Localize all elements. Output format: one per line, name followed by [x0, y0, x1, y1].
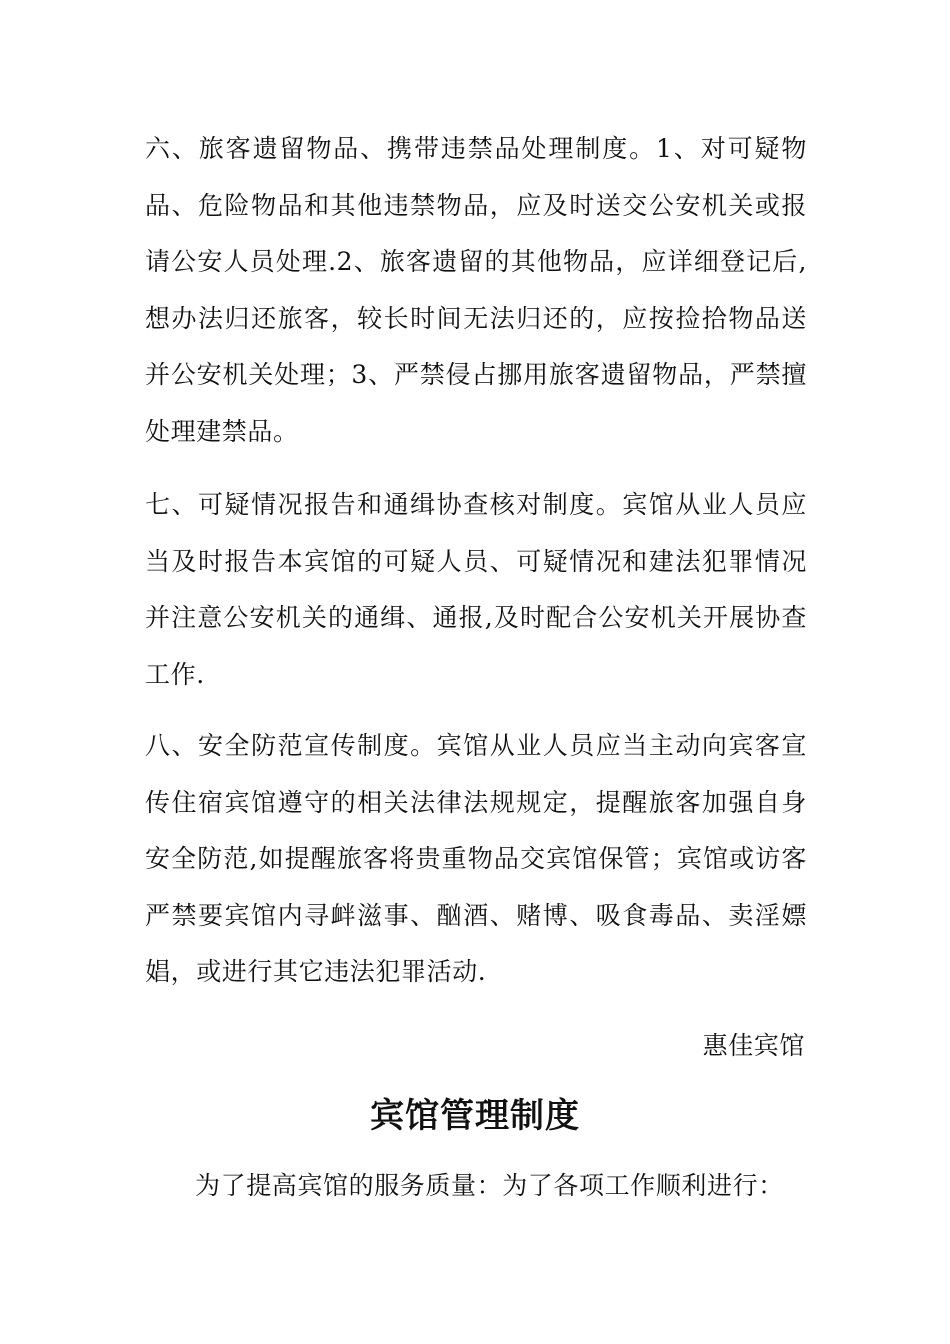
signature-hotel-name: 惠佳宾馆	[702, 1031, 805, 1060]
paragraph-lost-items-policy: 六、旅客遗留物品、携带违禁品处理制度。1、对可疑物品、危险物品和其他违禁物品，应及时送交公安机关或报请公安人员处理.2、旅客遗留的其他物品，应详细登记后,想办法归还旅客，较长时间无法归还的，应按捡拾物品送并公安机关处理；3、严禁侵占挪用旅客遗留物品，严禁擅处理建禁品。	[145, 134, 807, 446]
paragraph-safety-publicity-policy: 八、安全防范宣传制度。宾馆从业人员应当主动向宾客宣传住宿宾馆遵守的相关法律法规规定，提醒旅客加强自身安全防范,如提醒旅客将贵重物品交宾馆保管；宾馆或访客严禁要宾馆内寻衅滋事、酗酒、赌博、吸食毒品、卖淫嫖娼，或进行其它违法犯罪活动.	[145, 731, 807, 987]
document-title: 宾馆管理制度	[370, 1096, 580, 1136]
intro-paragraph: 为了提高宾馆的服务质量：为了各项工作顺利进行：	[195, 1171, 784, 1200]
paragraph-suspicious-report-policy: 七、可疑情况报告和通缉协查核对制度。宾馆从业人员应当及时报告本宾馆的可疑人员、可疑情况和建法犯罪情况并注意公安机关的通缉、通报,及时配合公安机关开展协查工作.	[145, 490, 807, 689]
